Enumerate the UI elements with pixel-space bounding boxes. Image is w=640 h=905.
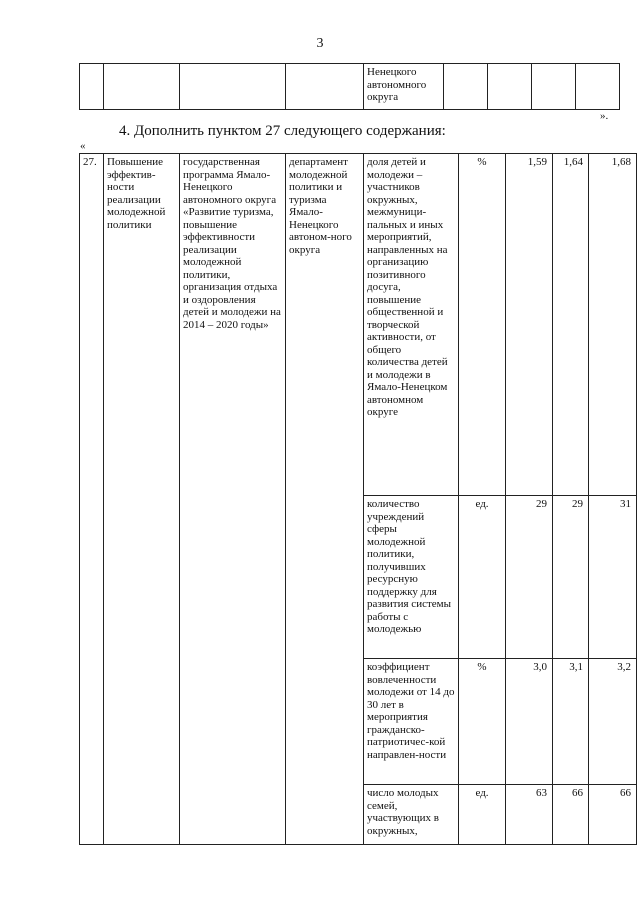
cell-value-2: 66 <box>553 785 589 845</box>
cell-value-1: 29 <box>506 496 553 659</box>
cell-program <box>180 64 286 110</box>
cell-program: государственная программа Ямало-Ненецкого автономного округа «Развитие туризма, повышение эффективности реализации молодежной политики, организация отдыха и оздоровления детей и молодежи на 2014 – 2020 годы» <box>180 154 286 845</box>
cell-value-2 <box>532 64 576 110</box>
cell-task: Повышение эффектив-ности реализации молодежной политики <box>104 154 180 845</box>
cell-task <box>104 64 180 110</box>
cell-indicator: доля детей и молодежи – участников окружных, межмуници-пальных и иных мероприятий, направленных на организацию позитивного досуга, повышение общественной и творческой активности, от общего количества детей и молодежи в Ямало-Ненецком автономном округе <box>364 154 459 496</box>
cell-indicator: коэффициент вовлеченности молодежи от 14 до 30 лет в мероприятия гражданско-патриотичес-кой направлен-ности <box>364 659 459 785</box>
cell-value-3 <box>576 64 620 110</box>
cell-unit: ед. <box>459 785 506 845</box>
cell-value-3: 31 <box>589 496 637 659</box>
table-row <box>80 64 620 110</box>
cell-value-1: 1,59 <box>506 154 553 496</box>
cell-value-2: 1,64 <box>553 154 589 496</box>
cell-indicator: число молодых семей, участвующих в окружных, <box>364 785 459 845</box>
cell-value-1: 63 <box>506 785 553 845</box>
section-heading: 4. Дополнить пунктом 27 следующего содержания: <box>119 123 446 139</box>
table-row <box>80 154 637 496</box>
cell-indicator: Ненецкого автономного округа <box>364 64 444 110</box>
cell-value-1: 3,0 <box>506 659 553 785</box>
cell-value-3: 1,68 <box>589 154 637 496</box>
previous-table-fragment <box>79 63 620 110</box>
cell-value-1 <box>488 64 532 110</box>
cell-executor <box>286 64 364 110</box>
cell-indicator: количество учреждений сферы молодежной политики, получивших ресурсную поддержку для развития системы работы с молодежью <box>364 496 459 659</box>
page-number: 3 <box>316 36 324 51</box>
cell-unit <box>444 64 488 110</box>
cell-unit: % <box>459 659 506 785</box>
cell-number: 27. <box>80 154 104 845</box>
item-table <box>79 153 637 845</box>
cell-value-2: 29 <box>553 496 589 659</box>
cell-unit: ед. <box>459 496 506 659</box>
cell-value-3: 66 <box>589 785 637 845</box>
cell-executor: департамент молодежной политики и туризма Ямало-Ненецкого автоном-ного округа <box>286 154 364 845</box>
closing-quote: ». <box>600 110 609 122</box>
cell-unit: % <box>459 154 506 496</box>
cell-number <box>80 64 104 110</box>
opening-quote: « <box>80 140 86 152</box>
cell-value-2: 3,1 <box>553 659 589 785</box>
cell-value-3: 3,2 <box>589 659 637 785</box>
